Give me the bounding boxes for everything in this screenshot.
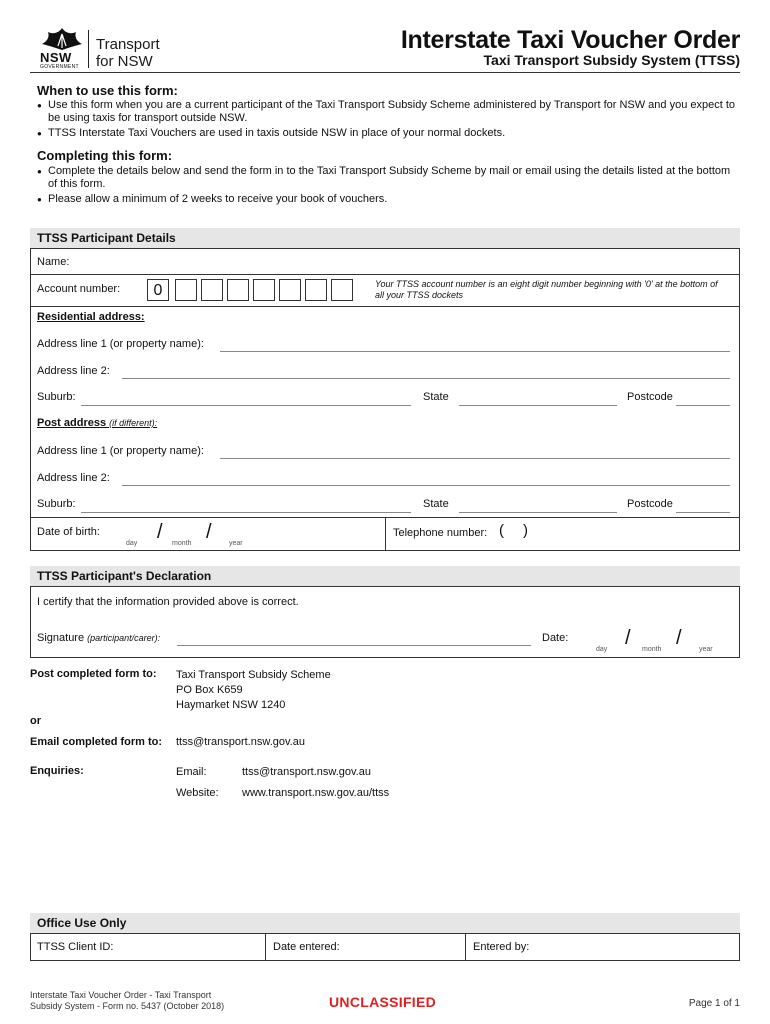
- account-digit-box[interactable]: [305, 279, 327, 301]
- footer-line-2: Subsidy System - Form no. 5437 (October 2018): [30, 1001, 225, 1011]
- res-postcode-field[interactable]: [676, 405, 730, 406]
- signature-note: (participant/carer):: [87, 633, 161, 643]
- date-separator: /: [625, 627, 631, 649]
- dob-phone-divider: [385, 517, 386, 550]
- post-postcode-label: Postcode: [627, 498, 673, 510]
- signature-title: Signature: [37, 632, 85, 644]
- page-number: Page 1 of 1: [688, 998, 740, 1009]
- transport-brand: [96, 36, 160, 70]
- account-digit-box[interactable]: [227, 279, 249, 301]
- form-subtitle: Taxi Transport Subsidy System (TTSS): [483, 52, 740, 68]
- dob-field[interactable]: [111, 521, 291, 549]
- postal-address: [176, 668, 331, 713]
- declaration-date-field[interactable]: [591, 627, 731, 655]
- postal-line: Haymarket NSW 1240: [176, 699, 286, 711]
- res-postcode-label: Postcode: [627, 391, 673, 403]
- client-id-label: TTSS Client ID:: [37, 941, 114, 953]
- post-address1-field[interactable]: [220, 458, 730, 459]
- email-to-value[interactable]: ttss@transport.nsw.gov.au: [176, 736, 305, 748]
- email-to-label: Email completed form to:: [30, 736, 163, 748]
- classification-label: UNCLASSIFIED: [329, 994, 437, 1010]
- account-digit-1: 0: [147, 279, 169, 301]
- post-state-field[interactable]: [459, 512, 617, 513]
- decl-year-hint: year: [699, 646, 713, 653]
- dob-year-hint: year: [229, 540, 243, 547]
- enquiries-email-value[interactable]: ttss@transport.nsw.gov.au: [242, 766, 371, 778]
- footer-form-info: [30, 990, 224, 1012]
- entered-by-label: Entered by:: [473, 941, 530, 953]
- telephone-field[interactable]: [499, 522, 559, 542]
- date-separator: /: [206, 521, 212, 543]
- account-digit-box[interactable]: [175, 279, 197, 301]
- decl-month-hint: month: [642, 646, 662, 653]
- post-address2-field[interactable]: [122, 485, 730, 486]
- post-address-note: (if different):: [109, 418, 158, 428]
- list-item: ● Complete the details below and send the form in to the Taxi Transport Subsidy Scheme by mail or email using the details listed at the bottom of this form.: [37, 165, 737, 191]
- office-use-box: [30, 933, 740, 961]
- account-digit-box[interactable]: [279, 279, 301, 301]
- list-item: ● Please allow a minimum of 2 weeks to receive your book of vouchers.: [37, 193, 737, 206]
- form-title: Interstate Taxi Voucher Order: [400, 26, 740, 54]
- office-divider: [465, 934, 466, 960]
- participant-details-box: [30, 248, 740, 551]
- account-digit-box[interactable]: [201, 279, 223, 301]
- row-divider: [31, 306, 739, 307]
- completing-heading: Completing this form:: [37, 148, 173, 163]
- name-field[interactable]: [71, 267, 731, 268]
- office-divider: [265, 934, 266, 960]
- account-number-note: Your TTSS account number is an eight digit number beginning with '0' at the bottom of all your TTSS dockets: [375, 279, 718, 300]
- area-code-open: (: [499, 522, 504, 539]
- account-digit-box[interactable]: [253, 279, 275, 301]
- certify-text: I certify that the information provided above is correct.: [37, 596, 299, 608]
- account-number-boxes: [147, 279, 357, 301]
- when-heading: When to use this form:: [37, 83, 178, 98]
- dob-day-hint: day: [126, 540, 138, 547]
- area-code-close: ): [523, 522, 528, 539]
- res-address1-label: Address line 1 (or property name):: [37, 338, 204, 350]
- post-address2-label: Address line 2:: [37, 472, 110, 484]
- date-separator: /: [676, 627, 682, 649]
- account-digit-box[interactable]: [331, 279, 353, 301]
- date-separator: /: [157, 521, 163, 543]
- telephone-label: Telephone number:: [393, 527, 488, 539]
- decl-day-hint: day: [596, 646, 608, 653]
- dob-month-hint: month: [172, 540, 192, 547]
- post-address-title: Post address: [37, 417, 107, 429]
- enquiries-label: Enquiries:: [30, 765, 84, 777]
- footer-line-1: Interstate Taxi Voucher Order - Taxi Transport: [30, 990, 212, 1000]
- office-use-heading: Office Use Only: [30, 913, 740, 933]
- signature-label: [37, 632, 160, 644]
- res-state-field[interactable]: [459, 405, 617, 406]
- res-address2-label: Address line 2:: [37, 365, 110, 377]
- declaration-box: [30, 586, 740, 658]
- post-suburb-field[interactable]: [81, 512, 411, 513]
- logo-state: NSW: [40, 50, 72, 65]
- waratah-icon: [38, 26, 86, 52]
- account-number-label: Account number:: [37, 283, 121, 295]
- dob-label: Date of birth:: [37, 526, 100, 538]
- res-address2-field[interactable]: [122, 378, 730, 379]
- postal-line: Taxi Transport Subsidy Scheme: [176, 669, 331, 681]
- res-suburb-field[interactable]: [81, 405, 411, 406]
- brand-line-2: for NSW: [96, 53, 153, 70]
- logo-government: GOVERNMENT: [40, 64, 79, 70]
- post-state-label: State: [423, 498, 449, 510]
- date-entered-label: Date entered:: [273, 941, 340, 953]
- logo-divider: [88, 30, 89, 68]
- post-address1-label: Address line 1 (or property name):: [37, 445, 204, 457]
- or-text: or: [30, 715, 41, 727]
- when-bullets: [37, 99, 737, 142]
- header-rule: [30, 72, 740, 73]
- participant-section-heading: TTSS Participant Details: [30, 228, 740, 248]
- residential-address-heading: Residential address:: [37, 311, 145, 323]
- res-suburb-label: Suburb:: [37, 391, 76, 403]
- post-suburb-label: Suburb:: [37, 498, 76, 510]
- enquiries-email-label: Email:: [176, 766, 207, 778]
- name-label: Name:: [37, 256, 70, 268]
- post-address-heading: [37, 417, 157, 429]
- postal-line: PO Box K659: [176, 684, 243, 696]
- brand-line-1: Transport: [96, 36, 160, 53]
- list-item: ● TTSS Interstate Taxi Vouchers are used in taxis outside NSW in place of your normal dockets.: [37, 127, 737, 140]
- declaration-section-heading: TTSS Participant's Declaration: [30, 566, 740, 586]
- post-postcode-field[interactable]: [676, 512, 730, 513]
- row-divider: [31, 274, 739, 275]
- res-address1-field[interactable]: [220, 351, 730, 352]
- post-to-label: Post completed form to:: [30, 668, 157, 680]
- signature-field[interactable]: [177, 645, 531, 646]
- enquiries-website-label: Website:: [176, 787, 219, 799]
- completing-bullets: [37, 165, 737, 208]
- enquiries-website-value[interactable]: www.transport.nsw.gov.au/ttss: [242, 787, 390, 799]
- list-item: ● Use this form when you are a current participant of the Taxi Transport Subsidy Scheme administered by Transport for NSW and you expect to be using taxis for transport outside NSW.: [37, 99, 737, 125]
- res-state-label: State: [423, 391, 449, 403]
- declaration-date-label: Date:: [542, 632, 569, 644]
